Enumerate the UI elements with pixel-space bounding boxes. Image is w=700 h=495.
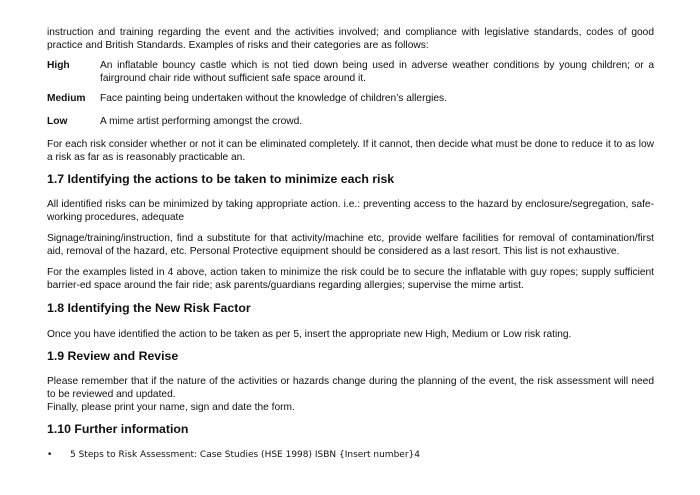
risk-label: High [47, 60, 70, 71]
risk-medium [47, 92, 654, 105]
risk-low [47, 115, 654, 128]
bullet-icon: • [47, 450, 53, 460]
paragraph: Please remember that if the nature of the activities or hazards change during the planning of the event, the risk assessment will need to be reviewed and updated. [47, 376, 654, 400]
intro-paragraph: instruction and training regarding the event and the activities involved; and compliance with legislative standards, codes of good practice and British Standards. Examples of risks and their categories are as follows: [47, 27, 654, 51]
bullet-item [47, 449, 420, 461]
paragraph: Signage/training/instruction, find a substitute for that activity/machine etc, provide welfare facilities for removal of contamination/first aid, removal of the hazard, etc. Personal Protective equipment should be considered as a last resort. This list is not exhaustive. [47, 233, 654, 257]
paragraph: Finally, please print your name, sign and date the form. [47, 402, 295, 413]
risk-label: Medium [47, 93, 86, 104]
risk-text: Face painting being undertaken without the knowledge of children’s allergies. [100, 93, 447, 104]
eliminate-paragraph: For each risk consider whether or not it can be eliminated completely. If it cannot, then decide what must be done to reduce it to as low a risk as far as is reasonably practicable an. [47, 139, 654, 163]
risk-label: Low [47, 116, 68, 127]
risk-high [47, 59, 654, 85]
section-heading-1-9: 1.9 Review and Revise [47, 349, 179, 363]
paragraph: All identified risks can be minimized by taking appropriate action. i.e.: preventing access to the hazard by enclosure/segregation, safe-working procedures, adequate [47, 199, 654, 223]
section-heading-1-8: 1.8 Identifying the New Risk Factor [47, 301, 251, 315]
section-heading-1-7: 1.7 Identifying the actions to be taken to minimize each risk [47, 172, 395, 186]
risk-text: An inflatable bouncy castle which is not tied down being used in adverse weather conditions by young children; or a fairground chair ride without sufficient safe space around it. [100, 60, 654, 84]
risk-text: A mime artist performing amongst the crowd. [100, 116, 303, 127]
paragraph: For the examples listed in 4 above, action taken to minimize the risk could be to secure the inflatable with guy ropes; supply sufficient barrier-ed space around the fair ride; ask parents/guardians regarding allergies; supervise the mime artist. [47, 267, 654, 291]
section-heading-1-10: 1.10 Further information [47, 422, 189, 436]
bullet-text: 5 Steps to Risk Assessment: Case Studies (HSE 1998) ISBN {Insert number}4 [70, 450, 420, 460]
paragraph: Once you have identified the action to be taken as per 5, insert the appropriate new High, Medium or Low risk rating. [47, 329, 572, 340]
